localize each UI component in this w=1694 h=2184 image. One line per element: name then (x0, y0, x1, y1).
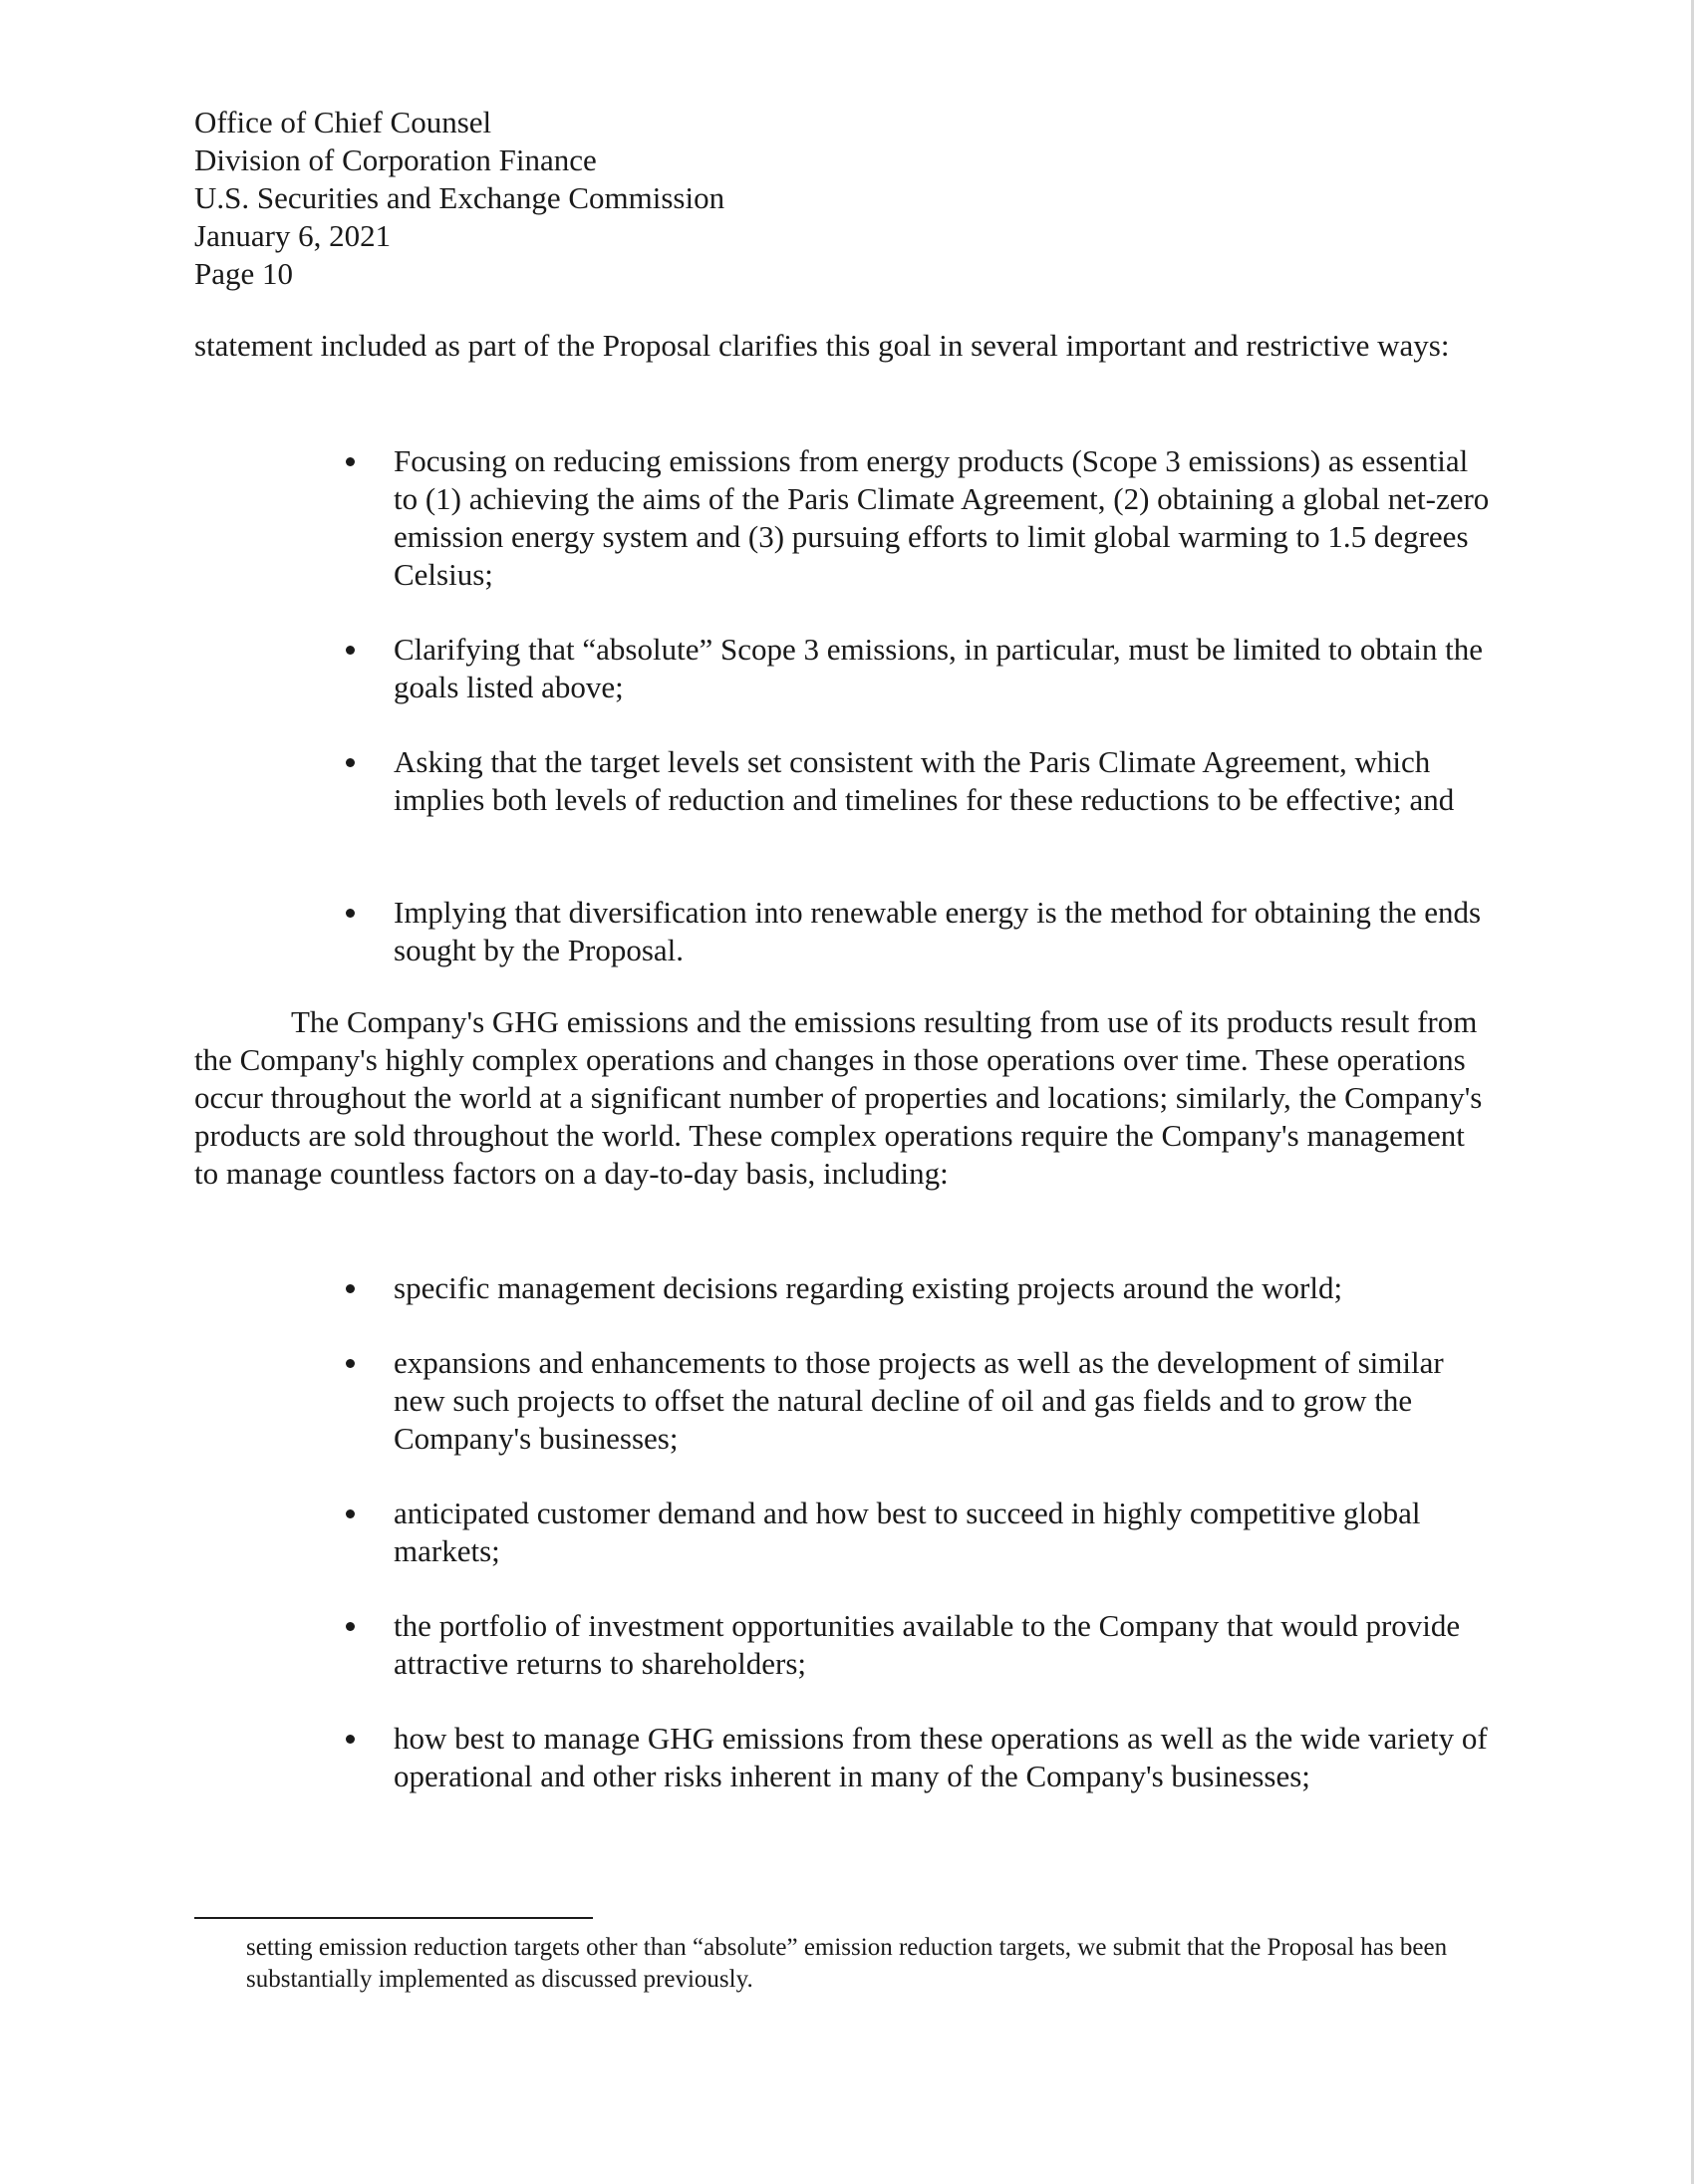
bullet-icon (346, 1735, 355, 1744)
list-item-text: specific management decisions regarding existing projects around the world; (394, 1270, 1343, 1305)
list-item-text: Asking that the target levels set consistent with the Paris Climate Agreement, which implies both levels of reduction and timelines for these reductions to be effective; and (394, 744, 1455, 817)
bullet-icon (346, 1284, 355, 1293)
bullet-icon (346, 909, 355, 918)
header-office: Office of Chief Counsel (194, 105, 492, 139)
bullet-icon (346, 758, 355, 767)
bullet-icon (346, 457, 355, 466)
bullet-icon (346, 646, 355, 655)
list-item-text: expansions and enhancements to those projects as well as the development of similar new such projects to offset the natural decline of oil and gas fields and to grow the Company's businesses; (394, 1345, 1444, 1456)
footnote-text: setting emission reduction targets other than “absolute” emission reduction targets, we submit that the Proposal has been substantially implemented as discussed previously. (246, 1934, 1448, 1993)
header-date: January 6, 2021 (194, 218, 392, 253)
bullet-icon (346, 1622, 355, 1631)
bullet-icon (346, 1359, 355, 1368)
list-item-text: anticipated customer demand and how best to succeed in highly competitive global markets; (394, 1496, 1421, 1568)
list-item-text: how best to manage GHG emissions from these operations as well as the wide variety of operational and other risks inherent in many of the Company's businesses; (394, 1721, 1488, 1793)
footnote-divider (194, 1917, 593, 1919)
letter-header (194, 104, 724, 293)
list-item-text: Implying that diversification into renewable energy is the method for obtaining the ends sought by the Proposal. (394, 895, 1482, 967)
bullet-icon (346, 1509, 355, 1518)
list-item-text: Focusing on reducing emissions from energy products (Scope 3 emissions) as essential to (1) achieving the aims of the Paris Climate Agreement, (2) obtaining a global net-zero emission energy system and (3) pursuing efforts to limit global warming to 1.5 degrees Celsius; (394, 443, 1490, 592)
intro-paragraph: statement included as part of the Proposal clarifies this goal in several important and restrictive ways: (194, 328, 1450, 363)
header-division: Division of Corporation Finance (194, 142, 597, 177)
list-item-text: the portfolio of investment opportunities available to the Company that would provide attractive returns to shareholders; (394, 1608, 1461, 1681)
list-item-text: Clarifying that “absolute” Scope 3 emissions, in particular, must be limited to obtain the goals listed above; (394, 632, 1484, 704)
operations-paragraph: The Company's GHG emissions and the emissions resulting from use of its products result from the Company's highly complex operations and changes in those operations over time. These operations occur throughout the world at a significant number of properties and locations; similarly, the Company's products are sold throughout the world. These complex operations require the Company's management to manage countless factors on a day-to-day basis, including: (194, 1004, 1483, 1191)
header-commission: U.S. Securities and Exchange Commission (194, 180, 725, 215)
header-page-number: Page 10 (194, 256, 294, 291)
